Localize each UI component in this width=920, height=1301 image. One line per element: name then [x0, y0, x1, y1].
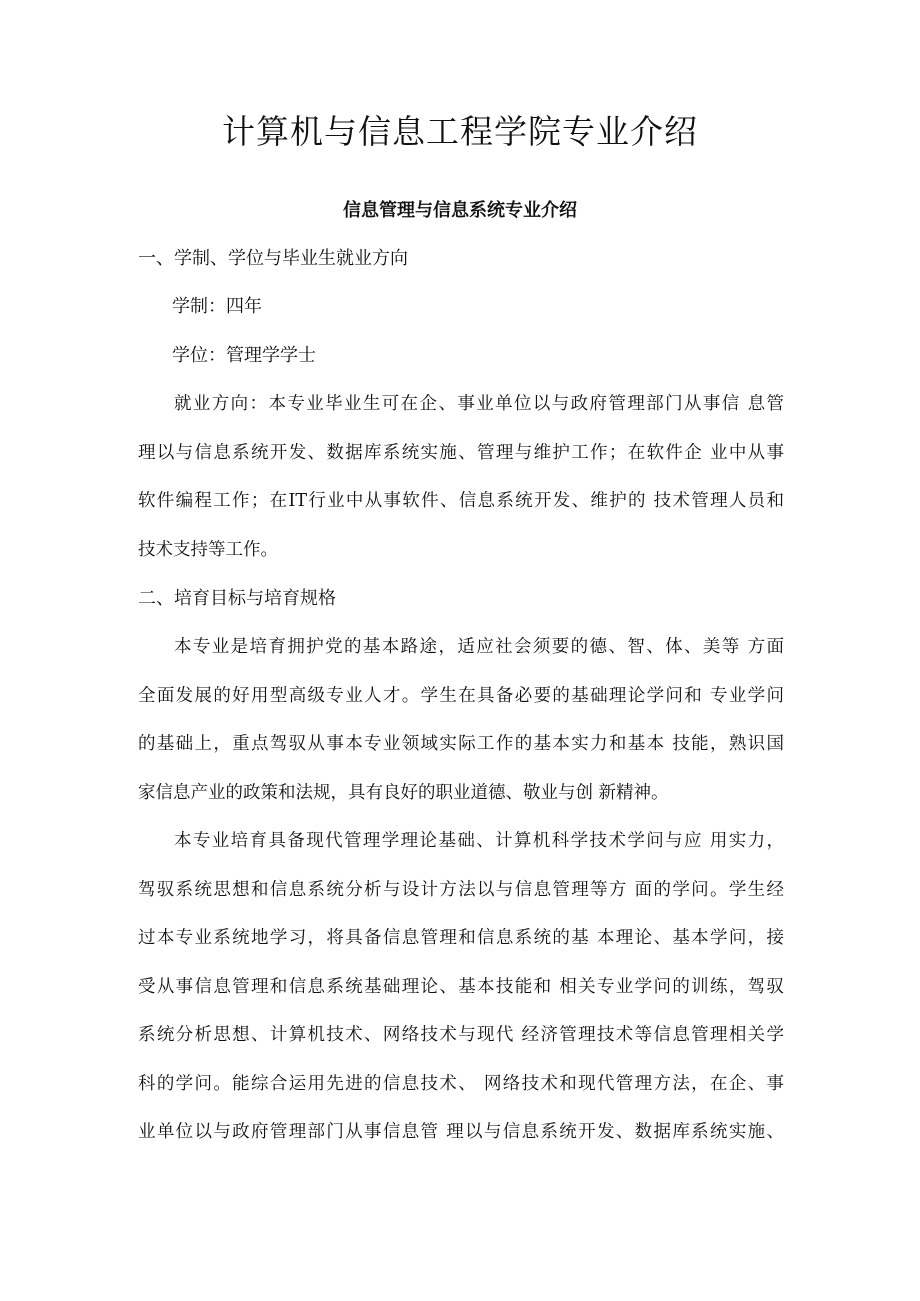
employment-paragraph [138, 380, 784, 574]
paragraph-line: 理以与信息系统开发、数据库系统实施、管理与维护工作；在软件企 业中从事 [138, 442, 784, 463]
paragraph-line: 本专业培育具备现代管理学理论基础、计算机科学技术学问与应 用实力， [174, 831, 784, 851]
paragraph-line: 就业方向：本专业毕业生可在企、事业单位以与政府管理部门从事信 息管 [174, 394, 784, 414]
paragraph-line: 驾驭系统思想和信息系统分析与设计方法以与信息管理等方 面的学问。学生经 [138, 879, 784, 900]
paragraph-line: 的基础上，重点驾驭从事本专业领域实际工作的基本实力和基本 技能，熟识国 [138, 734, 784, 754]
document-subtitle: 信息管理与信息系统专业介绍 [343, 200, 577, 221]
paragraph-line: 软件编程工作；在IT行业中从事软件、信息系统开发、维护的 技术管理人员和 [138, 491, 784, 511]
objective-paragraph-1 [138, 623, 784, 817]
paragraph-line: 科的学问。能综合运用先进的信息技术、 网络技术和现代管理方法，在企、事 [138, 1073, 784, 1094]
section-1-heading: 一、学制、学位与毕业生就业方向 [138, 248, 408, 269]
paragraph-line: 系统分析思想、计算机技术、网络技术与现代 经济管理技术等信息管理相关学 [138, 1025, 784, 1045]
paragraph-line: 技术支持等工作。 [138, 539, 278, 560]
paragraph-line: 受从事信息管理和信息系统基础理论、基本技能和 相关专业学问的训练，驾驭 [138, 976, 784, 997]
paragraph-line: 全面发展的好用型高级专业人才。学生在具备必要的基础理论学问和 专业学问 [138, 685, 784, 706]
paragraph-line: 本专业是培育拥护党的基本路途，适应社会须要的德、智、体、美等 方面 [174, 637, 784, 657]
paragraph-line: 业单位以与政府管理部门从事信息管 理以与信息系统开发、数据库系统实施、 [138, 1122, 784, 1142]
section-2-heading: 二、培育目标与培育规格 [138, 588, 336, 609]
document-title: 计算机与信息工程学院专业介绍 [222, 112, 698, 151]
degree-line: 学位：管理学学士 [172, 345, 316, 366]
objective-paragraph-2 [138, 817, 784, 1157]
duration-line: 学制：四年 [172, 296, 262, 317]
paragraph-line: 家信息产业的政策和法规，具有良好的职业道德、敬业与创 新精神。 [138, 782, 669, 803]
paragraph-line: 过本专业系统地学习，将具备信息管理和信息系统的基 本理论、基本学问，接 [138, 928, 784, 948]
